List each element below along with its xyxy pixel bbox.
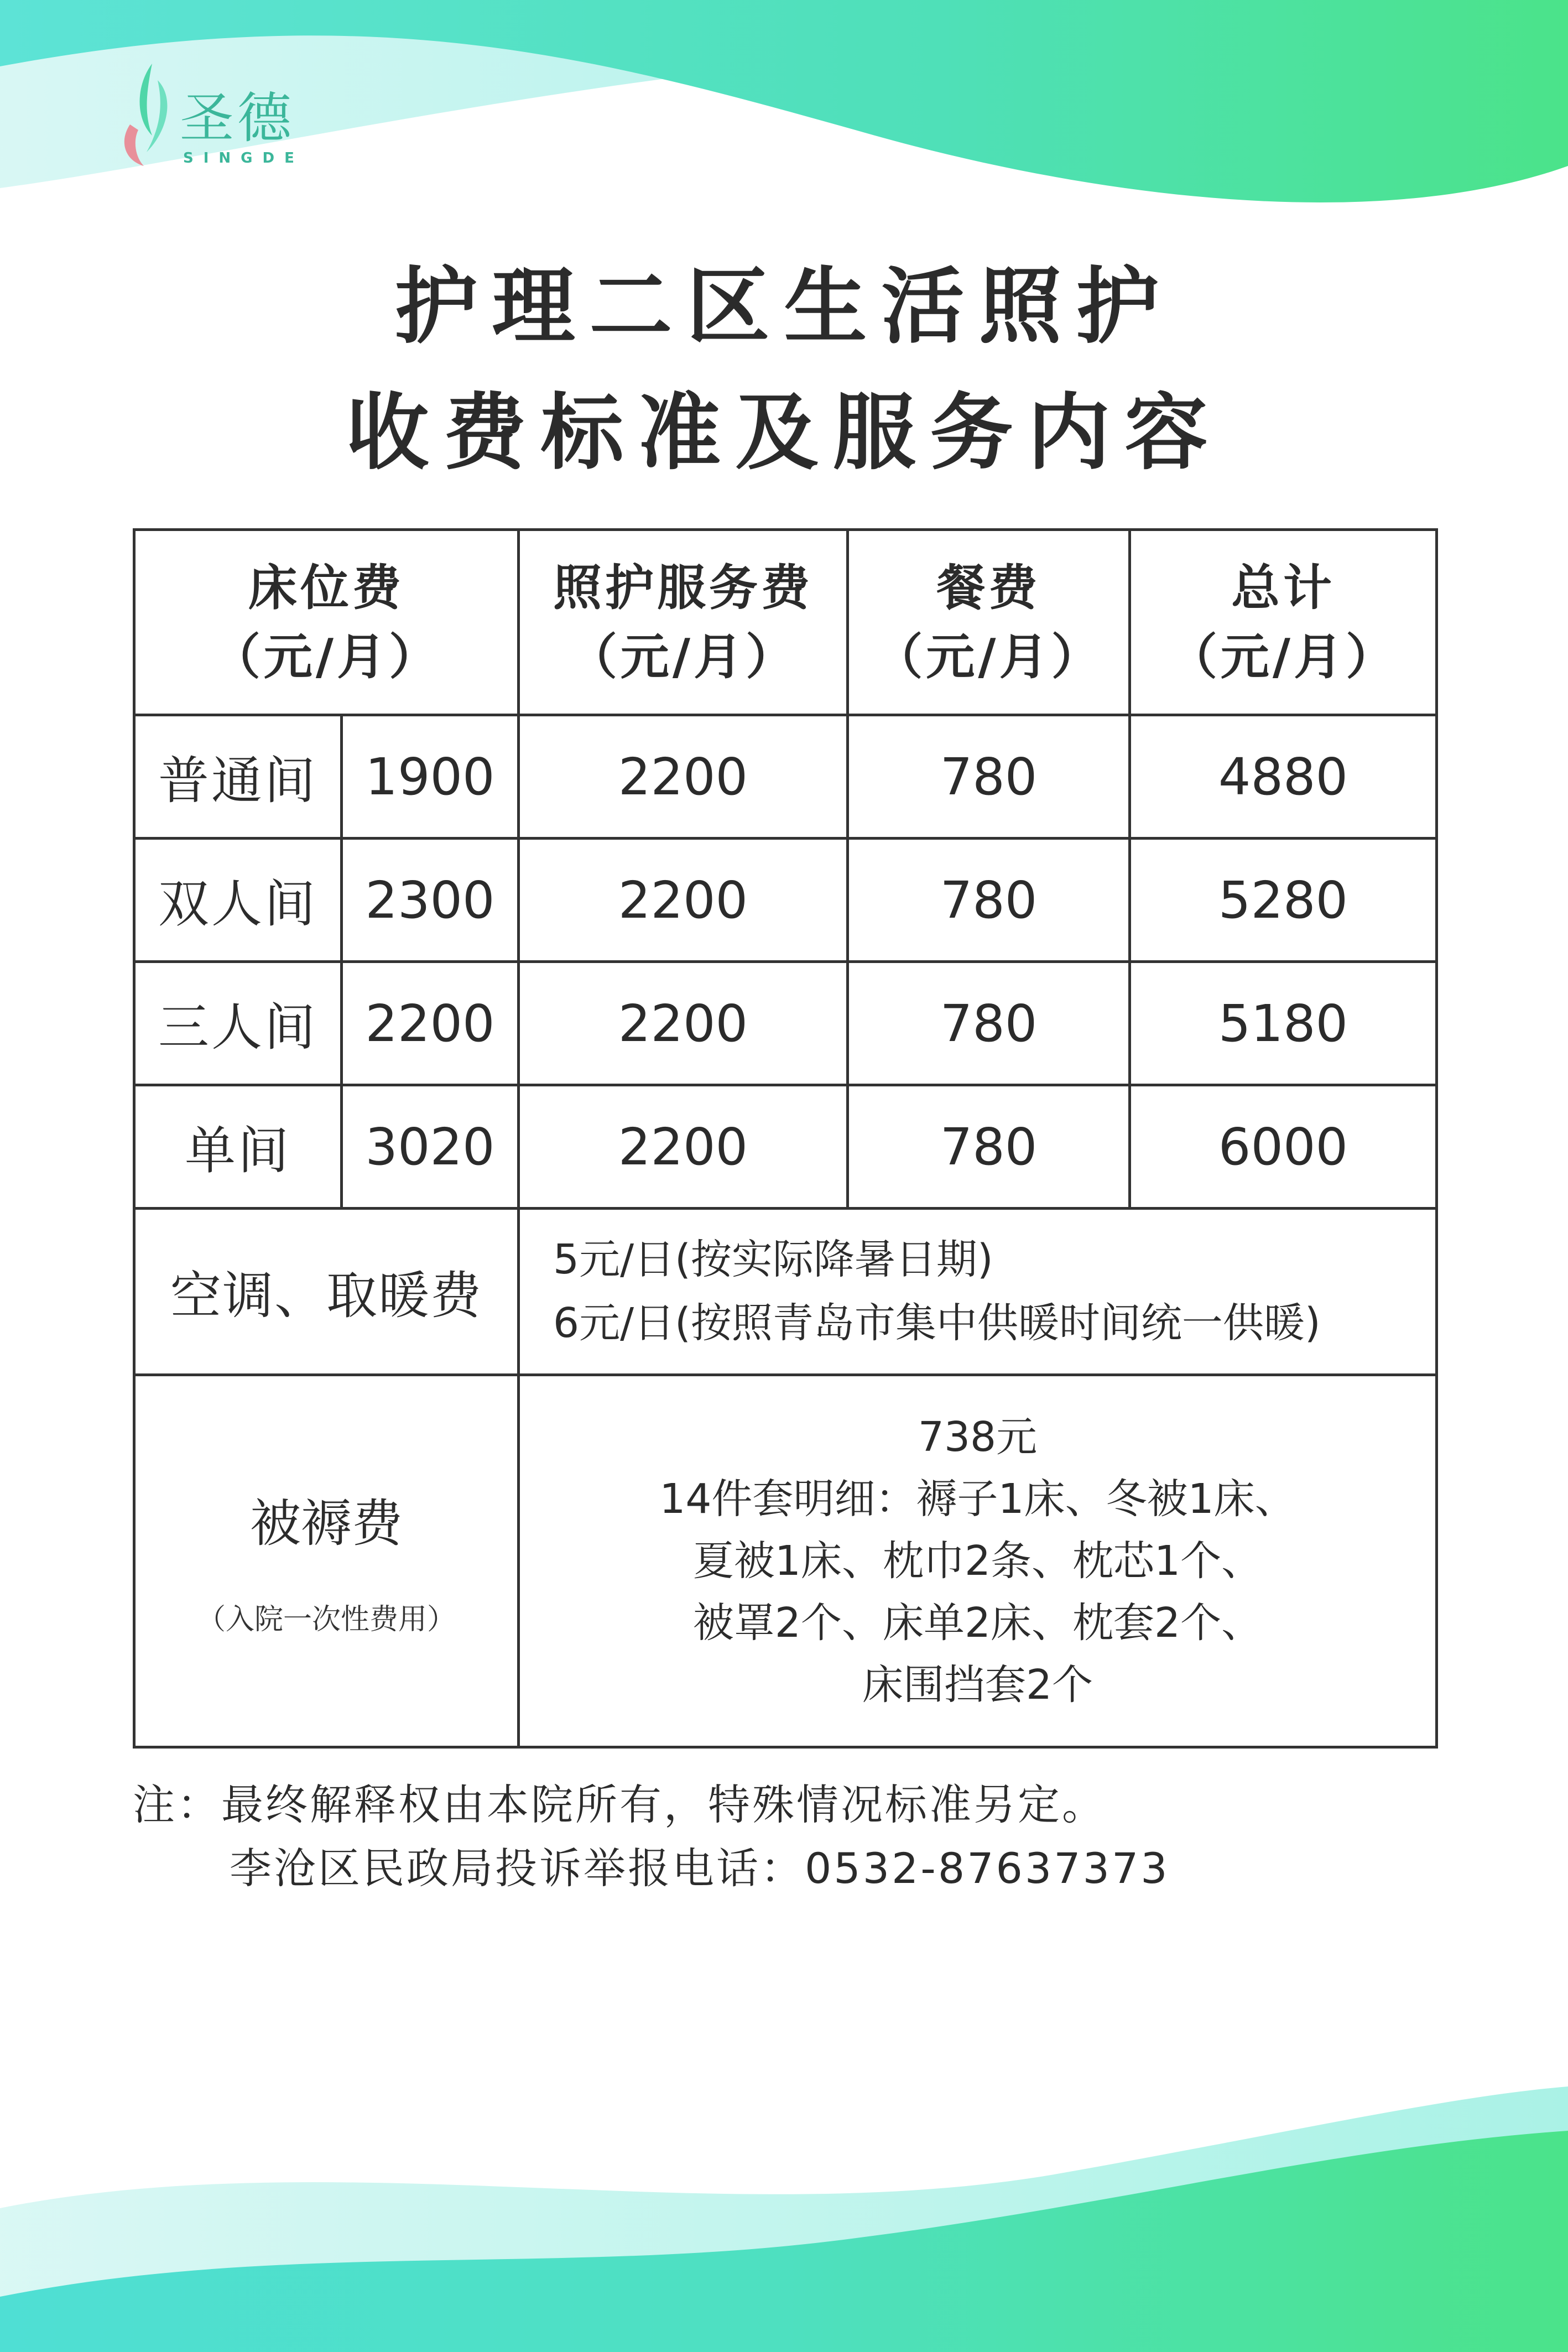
care-fee: 2200 <box>519 962 848 1085</box>
bedding-line: 14件套明细：褥子1床、冬被1床、 <box>659 1475 1296 1523</box>
bedding-line: 床围挡套2个 <box>862 1661 1093 1709</box>
ac-heating-detail <box>519 1209 1437 1375</box>
total-fee: 4880 <box>1130 715 1437 839</box>
table-row <box>134 839 1437 962</box>
table-header-row <box>134 530 1437 715</box>
note-complaint-phone: 李沧区民政局投诉举报电话：0532-87637373 <box>230 1844 1170 1893</box>
ac-heating-label: 空调、取暖费 <box>134 1209 519 1375</box>
header-bed-fee: 床位费 （元/月） <box>134 530 519 715</box>
leaf-logo-icon <box>113 58 180 174</box>
note-disclaimer: 注：最终解释权由本院所有，特殊情况标准另定。 <box>133 1780 1106 1829</box>
room-type: 单间 <box>134 1085 342 1209</box>
bedding-detail <box>519 1375 1437 1747</box>
meal-fee: 780 <box>848 839 1130 962</box>
table-row <box>134 962 1437 1085</box>
bedding-price: 738元 <box>918 1413 1038 1461</box>
ac-heating-row <box>134 1209 1437 1375</box>
total-fee: 5180 <box>1130 962 1437 1085</box>
bedding-label-cell <box>134 1375 519 1747</box>
ac-cooling-rate: 5元/日(按实际降暑日期) <box>553 1236 993 1283</box>
bed-fee: 2300 <box>342 839 519 962</box>
page-title-line2: 收费标准及服务内容 <box>346 385 1222 481</box>
heating-rate: 6元/日(按照青岛市集中供暖时间统一供暖) <box>553 1299 1321 1347</box>
bottom-wave-decoration <box>0 2064 1568 2352</box>
bed-fee: 3020 <box>342 1085 519 1209</box>
care-fee: 2200 <box>519 1085 848 1209</box>
bedding-line: 被罩2个、床单2床、枕套2个、 <box>692 1599 1263 1647</box>
care-fee: 2200 <box>519 839 848 962</box>
total-fee: 5280 <box>1130 839 1437 962</box>
logo <box>113 58 304 174</box>
fee-table <box>133 528 1438 1749</box>
bedding-sub-label: （入院一次性费用） <box>196 1602 456 1636</box>
bedding-row <box>134 1375 1437 1747</box>
bed-fee: 1900 <box>342 715 519 839</box>
meal-fee: 780 <box>848 715 1130 839</box>
meal-fee: 780 <box>848 1085 1130 1209</box>
logo-name-en: SINGDE <box>183 150 304 166</box>
bedding-label: 被褥费 <box>249 1494 403 1553</box>
meal-fee: 780 <box>848 962 1130 1085</box>
table-row <box>134 1085 1437 1209</box>
room-type: 三人间 <box>134 962 342 1085</box>
total-fee: 6000 <box>1130 1085 1437 1209</box>
table-row <box>134 715 1437 839</box>
room-type: 普通间 <box>134 715 342 839</box>
bedding-line: 夏被1床、枕巾2条、枕芯1个、 <box>692 1537 1263 1585</box>
header-total: 总计 （元/月） <box>1130 530 1437 715</box>
care-fee: 2200 <box>519 715 848 839</box>
header-care-fee: 照护服务费 （元/月） <box>519 530 848 715</box>
logo-name-cn: 圣德 <box>180 87 295 150</box>
bed-fee: 2200 <box>342 962 519 1085</box>
page-title-line1: 护理二区生活照护 <box>394 259 1174 355</box>
header-meal-fee: 餐费 （元/月） <box>848 530 1130 715</box>
room-type: 双人间 <box>134 839 342 962</box>
